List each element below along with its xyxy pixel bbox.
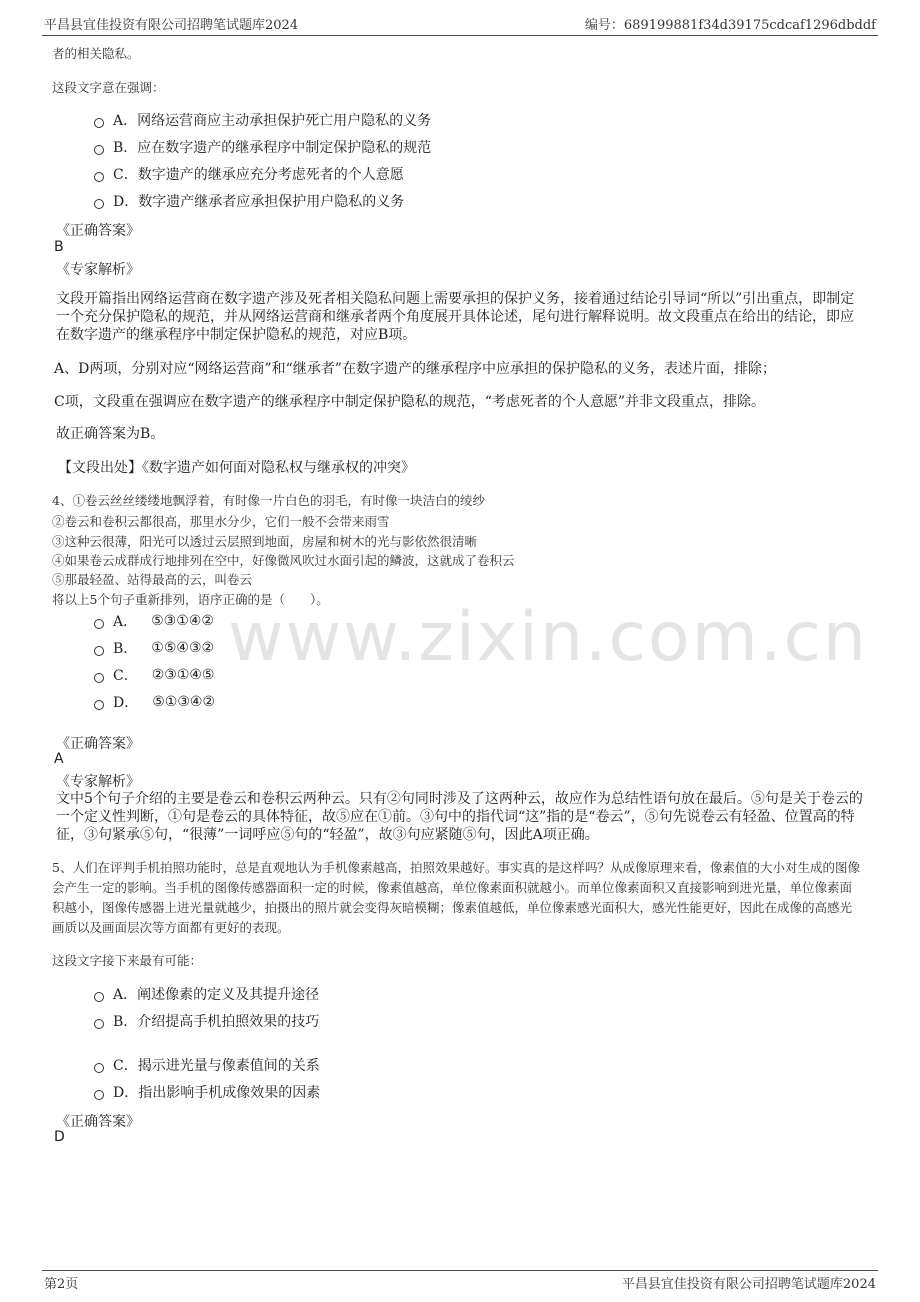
radio-icon[interactable] <box>94 1019 104 1029</box>
q3-analysis-label: 《专家解析》 <box>56 262 140 278</box>
option-key: B． <box>113 140 138 156</box>
footer-divider <box>42 1270 878 1271</box>
option-text: 阐述像素的定义及其提升途径 <box>137 987 320 1003</box>
q3-source: 【文段出处】《数字遗产如何面对隐私权与继承权的冲突》 <box>58 460 415 476</box>
q4-option-d[interactable] <box>94 692 215 712</box>
radio-icon[interactable] <box>94 700 104 710</box>
watermark: www.zixin.com.cn <box>228 598 868 677</box>
option-text: ②③①④⑤ <box>151 667 215 683</box>
q4-sentence-4: ④如果卷云成群成行地排列在空中，好像微风吹过水面引起的鳞波，这就成了卷积云 <box>52 553 515 568</box>
q3-prompt: 这段文字意在强调： <box>52 80 165 95</box>
q5-stem: 5、人们在评判手机拍照功能时，总是直观地认为手机像素越高，拍照效果越好。事实真的是这样吗？从成像原理来看，像素值的大小对生成的图像会产生一定的影响。当手机的图像传感器面积一定的时候，像素值越高，单位像素面积就越小。而单位像素面积又直接影响到进光量，单位像素面积越小，图像传感器上进光量就越少，拍摄出的照片就会变得灰暗模糊；像素值越低，单位像素感光面积大，感光性能更好，因此在成像的高感光画质以及画面层次等方面都有更好的表现。 <box>52 860 860 935</box>
q4-sentence-2: ②卷云和卷积云都很高，那里水分少，它们一般不会带来雨雪 <box>52 514 390 529</box>
q3-analysis-para-1: 文段开篇指出网络运营商在数字遗产涉及死者相关隐私问题上需要承担的保护义务，接着通过结论引导词“所以”引出重点，即制定一个充分保护隐私的规范，并从网络运营商和继承者两个角度展开具体论述，尾句进行解释说明。故文段重点在给出的结论，即应在数字遗产的继承程序中制定保护隐私的规范，对应B项。 <box>56 291 855 343</box>
q3-option-d[interactable] <box>94 191 404 211</box>
option-key: C． <box>113 1058 138 1074</box>
q4-answer: A <box>54 751 64 767</box>
q3-answer: B <box>54 239 64 255</box>
option-text: 介绍提高手机拍照效果的技巧 <box>137 1014 320 1030</box>
option-text: 网络运营商应主动承担保护死亡用户隐私的义务 <box>137 113 432 129</box>
option-key: A． <box>113 614 138 630</box>
q4-analysis-label: 《专家解析》 <box>56 774 140 790</box>
option-text: 应在数字遗产的继承程序中制定保护隐私的规范 <box>137 140 432 156</box>
q4-option-a[interactable] <box>94 611 214 631</box>
q4-answer-label: 《正确答案》 <box>56 736 140 752</box>
q5-answer-label: 《正确答案》 <box>56 1114 140 1130</box>
q4-sentence-1: 4、①卷云丝丝缕缕地飘浮着，有时像一片白色的羽毛，有时像一块洁白的绫纱 <box>52 493 485 508</box>
q3-stem-tail: 者的相关隐私。 <box>52 46 140 61</box>
option-key: B． <box>113 1014 138 1030</box>
q3-analysis-para-2: A、D两项，分别对应“网络运营商”和“继承者”在数字遗产的继承程序中应承担的保护隐私的义务，表述片面，排除； <box>54 361 776 377</box>
q3-option-b[interactable] <box>94 137 431 157</box>
q4-option-b[interactable] <box>94 638 214 658</box>
q4-sentence-5: ⑤那最轻盈、站得最高的云，叫卷云 <box>52 572 253 587</box>
option-text: ①⑤④③② <box>151 640 215 656</box>
option-text: 揭示进光量与像素值间的关系 <box>137 1058 320 1074</box>
radio-icon[interactable] <box>94 199 104 209</box>
q5-prompt: 这段文字接下来最有可能： <box>52 953 203 968</box>
option-key: A． <box>113 987 138 1003</box>
footer-page-number: 第2页 <box>44 1277 79 1292</box>
option-key: C． <box>113 668 138 684</box>
option-text: ⑤①③④② <box>152 694 215 710</box>
option-key: D． <box>113 695 139 711</box>
q4-sentence-3: ③这种云很薄，阳光可以透过云层照到地面，房屋和树木的光与影依然很清晰 <box>52 534 478 549</box>
radio-icon[interactable] <box>94 172 104 182</box>
header-divider <box>42 35 878 36</box>
header-title: 平昌县宜佳投资有限公司招聘笔试题库2024 <box>44 18 299 33</box>
radio-icon[interactable] <box>94 145 104 155</box>
option-key: A． <box>113 113 138 129</box>
radio-icon[interactable] <box>94 619 104 629</box>
option-text: 数字遗产继承者应承担保护用户隐私的义务 <box>138 194 405 210</box>
radio-icon[interactable] <box>94 646 104 656</box>
option-text: ⑤③①④② <box>151 613 214 629</box>
option-key: B． <box>113 641 138 657</box>
q3-analysis-para-3: C项，文段重在强调应在数字遗产的继承程序中制定保护隐私的规范，“考虑死者的个人意愿”并非文段重点，排除。 <box>54 394 766 410</box>
option-text: 数字遗产的继承应充分考虑死者的个人意愿 <box>137 167 404 183</box>
radio-icon[interactable] <box>94 118 104 128</box>
radio-icon[interactable] <box>94 673 104 683</box>
q3-option-c[interactable] <box>94 164 404 184</box>
radio-icon[interactable] <box>94 1063 104 1073</box>
q3-analysis-para-4: 故正确答案为B。 <box>56 426 165 442</box>
q4-option-c[interactable] <box>94 665 214 685</box>
q3-option-a[interactable] <box>94 110 431 130</box>
option-key: C． <box>113 167 138 183</box>
q5-option-a[interactable] <box>94 984 319 1004</box>
radio-icon[interactable] <box>94 1090 104 1100</box>
radio-icon[interactable] <box>94 992 104 1002</box>
q5-option-c[interactable] <box>94 1055 320 1075</box>
header-serial: 编号：689199881f34d39175cdcaf1296dbddf <box>584 18 876 33</box>
q4-analysis: 文中5个句子介绍的主要是卷云和卷积云两种云。只有②句同时涉及了这两种云，故应作为总结性语句放在最后。⑤句是关于卷云的一个定义性判断，①句是卷云的具体特征，故⑤应在①前。③句中的指代词“这”指的是“卷云”，⑤句先说卷云有轻盈、位置高的特征，③句紧承⑤句，“很薄”一词呼应⑤句的“轻盈”，故③句应紧随⑤句，因此A项正确。 <box>56 791 863 843</box>
option-text: 指出影响手机成像效果的因素 <box>138 1085 321 1101</box>
footer-title: 平昌县宜佳投资有限公司招聘笔试题库2024 <box>621 1277 876 1292</box>
option-key: D． <box>113 1085 139 1101</box>
q4-prompt: 将以上5个句子重新排列，语序正确的是（ ）。 <box>52 592 329 607</box>
q5-option-d[interactable] <box>94 1082 320 1102</box>
q5-answer: D <box>54 1129 65 1145</box>
q5-option-b[interactable] <box>94 1011 319 1031</box>
q3-answer-label: 《正确答案》 <box>56 223 140 239</box>
option-key: D． <box>113 194 139 210</box>
